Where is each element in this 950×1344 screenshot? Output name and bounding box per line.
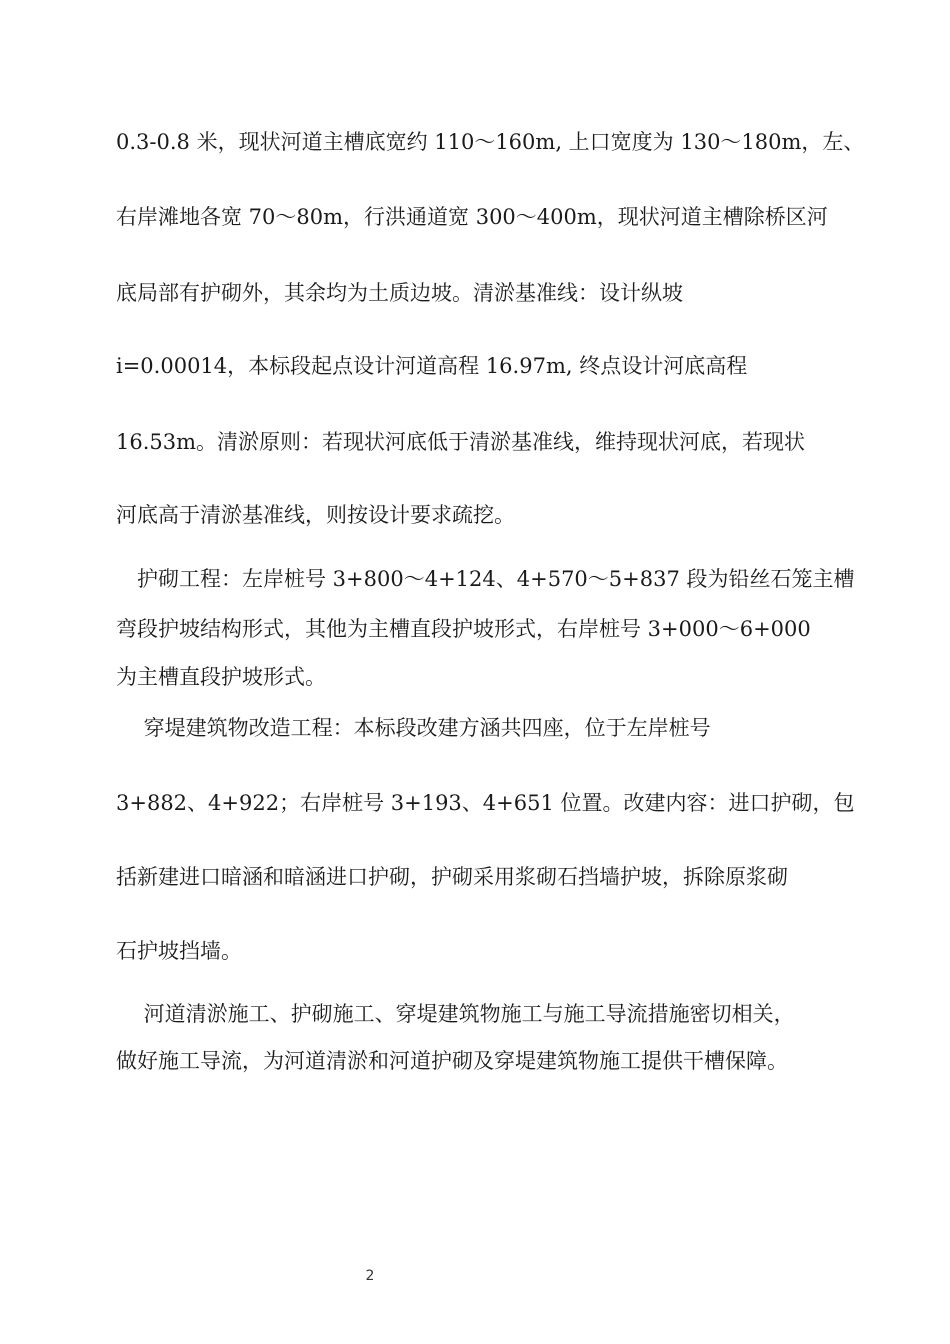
text-line: 为主槽直段护坡形式。 (116, 665, 326, 689)
text-line: 右岸滩地各宽 70～80m，行洪通道宽 300～400m，现状河道主槽除桥区河 (116, 205, 828, 229)
text-line: 括新建进口暗涵和暗涵进口护砌，护砌采用浆砌石挡墙护坡，拆除原浆砌 (116, 865, 788, 889)
text-line: 河底高于清淤基准线，则按设计要求疏挖。 (116, 503, 515, 527)
page-number: 2 (365, 1268, 375, 1284)
text-line: 16.53m。清淤原则：若现状河底低于清淤基准线，维持现状河底，若现状 (116, 430, 806, 454)
text-line: i=0.00014，本标段起点设计河道高程 16.97m, 终点设计河底高程 (116, 354, 748, 378)
text-line: 河道清淤施工、护砌施工、穿堤建筑物施工与施工导流措施密切相关， (116, 1002, 795, 1026)
text-line: 穿堤建筑物改造工程：本标段改建方涵共四座，位于左岸桩号 (116, 716, 711, 740)
text-line: 0.3-0.8 米，现状河道主槽底宽约 110～160m, 上口宽度为 130～180m，左、 (116, 130, 865, 154)
text-line: 做好施工导流，为河道清淤和河道护砌及穿堤建筑物施工提供干槽保障。 (116, 1049, 788, 1073)
text-line: 弯段护坡结构形式，其他为主槽直段护坡形式，右岸桩号 3+000～6+000 (116, 617, 811, 641)
text-line: 石护坡挡墙。 (116, 939, 242, 963)
text-line: 护砌工程：左岸桩号 3+800～4+124、4+570～5+837 段为铅丝石笼主槽 (116, 567, 855, 591)
text-line: 底局部有护砌外，其余均为土质边坡。清淤基准线：设计纵坡 (116, 281, 683, 305)
text-line: 3+882、4+922；右岸桩号 3+193、4+651 位置。改建内容：进口护砌，包 (116, 791, 855, 815)
